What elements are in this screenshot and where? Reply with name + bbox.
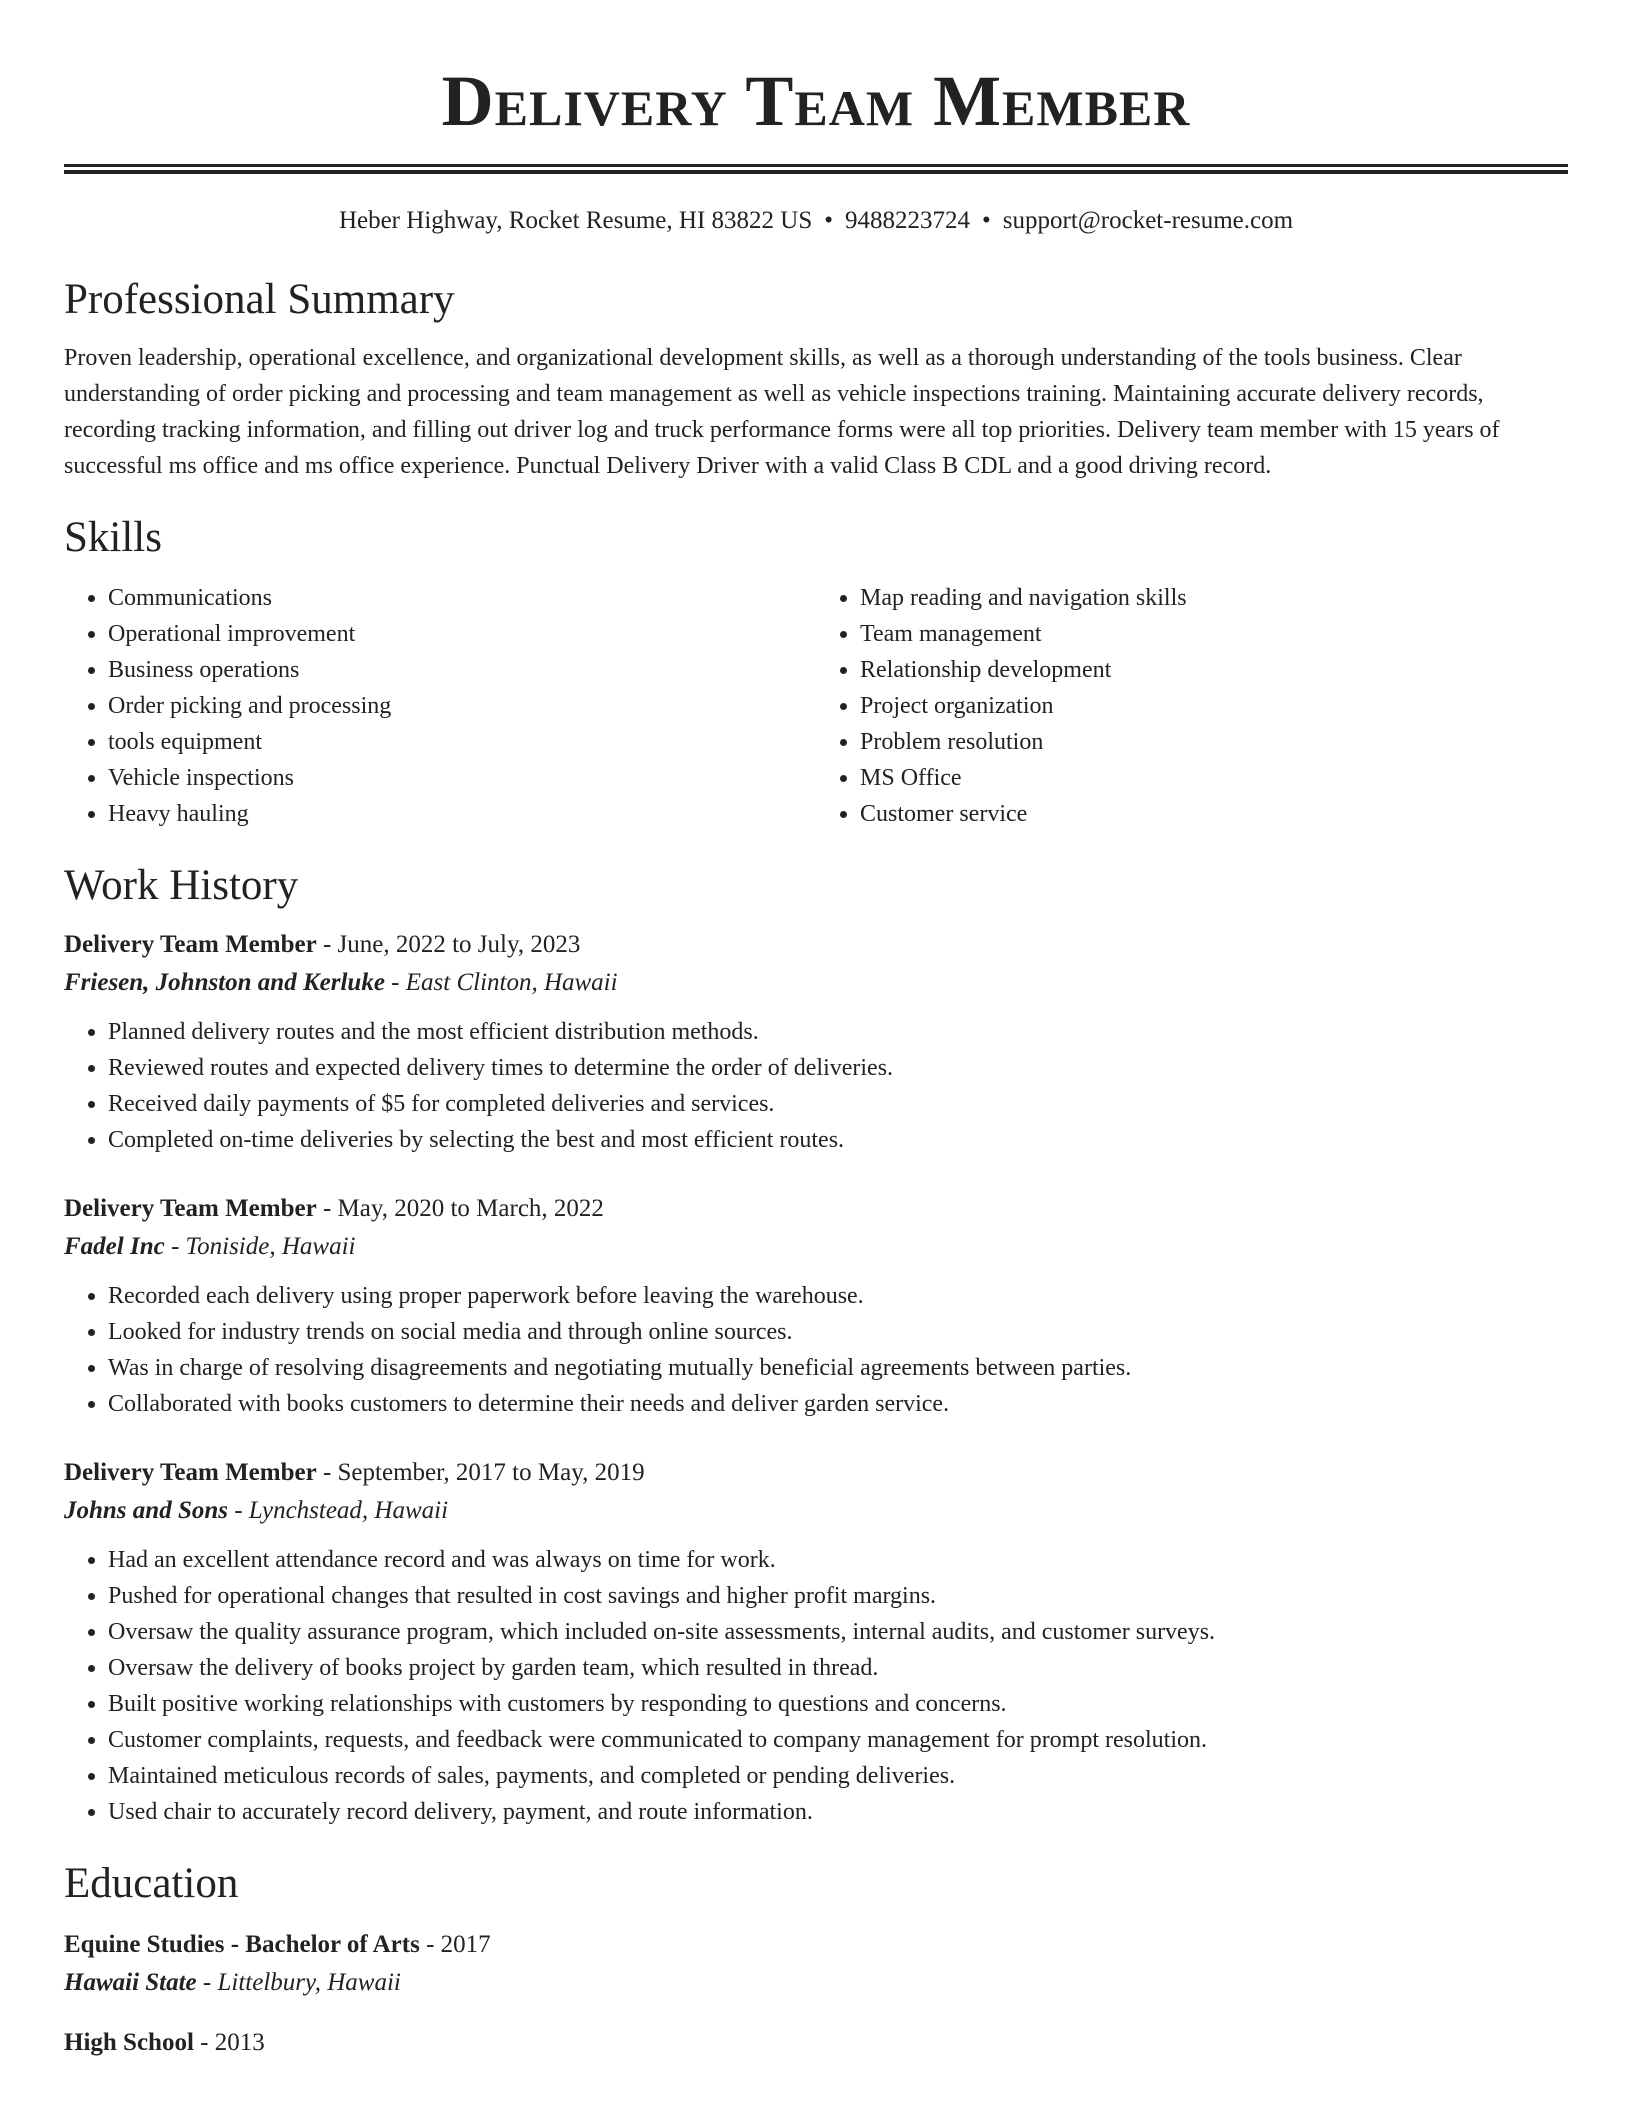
skill-item: • Vehicle inspections (108, 760, 816, 796)
job-location: - Toniside, Hawaii (164, 1233, 356, 1260)
skills-list-right (816, 580, 1568, 832)
skill-item: • Project organization (860, 688, 1568, 724)
skill-item: • Customer service (860, 796, 1568, 832)
skill-item: • tools equipment (108, 724, 816, 760)
skill-item: • Communications (108, 580, 816, 616)
education-heading: Education (64, 1860, 239, 1907)
contact-line (64, 204, 1568, 238)
job-bullet: • Reviewed routes and expected delivery times to determine the order of deliveries. (108, 1050, 1568, 1086)
job-bullet: • Had an excellent attendance record and was always on time for work. (108, 1542, 1568, 1578)
job-location: - East Clinton, Hawaii (384, 969, 618, 996)
job-bullet: • Planned delivery routes and the most efficient distribution methods. (108, 1014, 1568, 1050)
job-bullet: • Maintained meticulous records of sales, payments, and completed or pending deliveries. (108, 1758, 1568, 1794)
job-bullet: • Looked for industry trends on social media and through online sources. (108, 1314, 1568, 1350)
skills-list-left (64, 580, 816, 832)
job-bullet: • Customer complaints, requests, and feedback were communicated to company management for prompt resolution. (108, 1722, 1568, 1758)
job-bullets (64, 1278, 1568, 1422)
work-history-heading: Work History (64, 862, 299, 909)
skill-item: • Order picking and processing (108, 688, 816, 724)
skill-item: • Heavy hauling (108, 796, 816, 832)
job-title: Delivery Team Member (64, 931, 317, 958)
job-bullet: • Pushed for operational changes that resulted in cost savings and higher profit margins. (108, 1578, 1568, 1614)
skill-item: • Team management (860, 616, 1568, 652)
job-company-line (64, 1228, 1568, 1266)
skills-heading: Skills (64, 514, 162, 561)
education-entry (64, 2024, 1568, 2062)
job-entry (64, 1454, 1568, 1830)
job-title: Delivery Team Member (64, 1459, 317, 1486)
job-title: Delivery Team Member (64, 1195, 317, 1222)
skill-item: • Map reading and navigation skills (860, 580, 1568, 616)
job-bullet: • Oversaw the quality assurance program, which included on-site assessments, internal audits, and customer surveys. (108, 1614, 1568, 1650)
summary-heading: Professional Summary (64, 276, 455, 323)
contact-separator: • (824, 207, 833, 234)
education-year: - 2013 (193, 2029, 265, 2056)
job-bullets (64, 1014, 1568, 1158)
education-entry (64, 1926, 1568, 2002)
title-divider (64, 164, 1568, 174)
education-school-line (64, 1964, 1568, 2002)
job-dates: - May, 2020 to March, 2022 (316, 1195, 604, 1222)
job-bullet: • Built positive working relationships with customers by responding to questions and concerns. (108, 1686, 1568, 1722)
job-company: Fadel Inc (64, 1233, 165, 1260)
skill-item: • Operational improvement (108, 616, 816, 652)
job-bullet: • Completed on-time deliveries by selecting the best and most efficient routes. (108, 1122, 1568, 1158)
education-year: - 2017 (419, 1931, 491, 1958)
summary-text: Proven leadership, operational excellence, and organizational development skills, as well as a thorough understanding of the tools business. Clear understanding of order picking and processing and team management as well as vehicle inspections training. Maintaining accurate delivery records, recording tracking information, and filling out driver log and truck performance forms were all top priorities. Delivery team member with 15 years of successful ms office and ms office experience. Punctual Delivery Driver with a valid Class B CDL and a good driving record. (64, 345, 1500, 479)
education-school: Hawaii State (64, 1969, 197, 1996)
contact-phone: 9488223724 (845, 207, 970, 234)
job-header (64, 926, 1568, 964)
education-header (64, 2024, 1568, 2062)
skills-column-left (64, 580, 816, 832)
job-company-line (64, 964, 1568, 1002)
job-company-line (64, 1492, 1568, 1530)
job-header (64, 1190, 1568, 1228)
job-entry (64, 926, 1568, 1158)
contact-email: support@rocket-resume.com (1002, 207, 1294, 234)
skill-item: • Relationship development (860, 652, 1568, 688)
job-bullet: • Recorded each delivery using proper paperwork before leaving the warehouse. (108, 1278, 1568, 1314)
job-entry (64, 1190, 1568, 1422)
job-bullet: • Oversaw the delivery of books project by garden team, which resulted in thread. (108, 1650, 1568, 1686)
job-dates: - June, 2022 to July, 2023 (316, 931, 581, 958)
job-dates: - September, 2017 to May, 2019 (316, 1459, 645, 1486)
contact-separator: • (982, 207, 991, 234)
resume-title: Delivery Team Member (441, 61, 1191, 141)
job-bullet: • Received daily payments of $5 for completed deliveries and services. (108, 1086, 1568, 1122)
job-bullet: • Collaborated with books customers to determine their needs and deliver garden service. (108, 1386, 1568, 1422)
education-degree: Equine Studies - Bachelor of Arts (64, 1931, 420, 1958)
skills-column-right (816, 580, 1568, 832)
job-location: - Lynchstead, Hawaii (227, 1497, 449, 1524)
job-bullets (64, 1542, 1568, 1830)
job-header (64, 1454, 1568, 1492)
contact-address: Heber Highway, Rocket Resume, HI 83822 US (338, 207, 813, 234)
job-company: Friesen, Johnston and Kerluke (64, 969, 385, 996)
skill-item: • MS Office (860, 760, 1568, 796)
skills-grid (64, 580, 1568, 832)
education-degree: High School (64, 2029, 194, 2056)
job-bullet: • Was in charge of resolving disagreements and negotiating mutually beneficial agreements between parties. (108, 1350, 1568, 1386)
job-company: Johns and Sons (64, 1497, 228, 1524)
job-bullet: • Used chair to accurately record delivery, payment, and route information. (108, 1794, 1568, 1830)
education-location: - Littelbury, Hawaii (196, 1969, 401, 1996)
education-header (64, 1926, 1568, 1964)
skill-item: • Problem resolution (860, 724, 1568, 760)
skill-item: • Business operations (108, 652, 816, 688)
